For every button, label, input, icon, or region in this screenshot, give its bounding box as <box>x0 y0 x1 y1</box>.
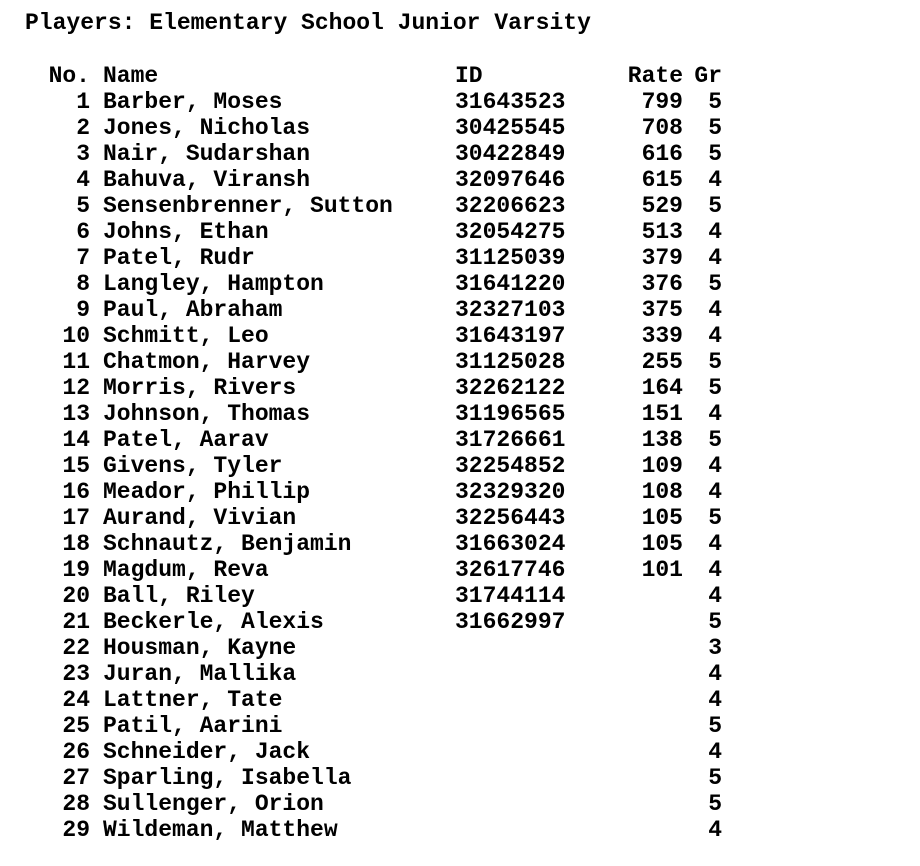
player-number: 15 <box>62 453 90 479</box>
player-name: Aurand, Vivian <box>103 505 297 531</box>
player-rate: 708 <box>641 115 683 141</box>
player-id: 31726661 <box>455 427 566 453</box>
player-number: 19 <box>62 557 90 583</box>
player-grade: 4 <box>708 557 722 583</box>
table-header-row <box>0 63 920 89</box>
player-id: 31744114 <box>455 583 566 609</box>
player-id: 32329320 <box>455 479 566 505</box>
player-name: Langley, Hampton <box>103 271 324 297</box>
player-number: 23 <box>62 661 90 687</box>
player-number: 25 <box>62 713 90 739</box>
table-row <box>0 453 920 479</box>
table-row <box>0 323 920 349</box>
header-no: No. <box>48 63 90 89</box>
player-id: 32254852 <box>455 453 566 479</box>
player-id: 32054275 <box>455 219 566 245</box>
table-row <box>0 687 920 713</box>
player-number: 13 <box>62 401 90 427</box>
player-number: 11 <box>62 349 90 375</box>
player-number: 10 <box>62 323 90 349</box>
player-grade: 5 <box>708 271 722 297</box>
table-row <box>0 271 920 297</box>
player-rate: 151 <box>641 401 683 427</box>
player-name: Jones, Nicholas <box>103 115 311 141</box>
player-name: Meador, Phillip <box>103 479 311 505</box>
player-number: 3 <box>76 141 90 167</box>
player-number: 29 <box>62 817 90 843</box>
table-row <box>0 115 920 141</box>
table-row <box>0 817 920 843</box>
player-name: Chatmon, Harvey <box>103 349 311 375</box>
header-id: ID <box>455 63 483 89</box>
player-number: 9 <box>76 297 90 323</box>
table-row <box>0 557 920 583</box>
player-grade: 5 <box>708 791 722 817</box>
player-number: 17 <box>62 505 90 531</box>
player-name: Paul, Abraham <box>103 297 283 323</box>
player-number: 28 <box>62 791 90 817</box>
player-id: 31643523 <box>455 89 566 115</box>
player-number: 20 <box>62 583 90 609</box>
player-id: 30422849 <box>455 141 566 167</box>
player-rate: 615 <box>641 167 683 193</box>
player-name: Magdum, Reva <box>103 557 269 583</box>
player-number: 22 <box>62 635 90 661</box>
player-number: 24 <box>62 687 90 713</box>
table-row <box>0 635 920 661</box>
table-row <box>0 661 920 687</box>
player-number: 12 <box>62 375 90 401</box>
player-grade: 4 <box>708 739 722 765</box>
table-row <box>0 167 920 193</box>
player-name: Sullenger, Orion <box>103 791 324 817</box>
player-number: 26 <box>62 739 90 765</box>
player-grade: 5 <box>708 713 722 739</box>
table-row <box>0 375 920 401</box>
player-name: Patel, Rudr <box>103 245 255 271</box>
player-grade: 4 <box>708 661 722 687</box>
player-number: 18 <box>62 531 90 557</box>
player-number: 14 <box>62 427 90 453</box>
player-rate: 164 <box>641 375 683 401</box>
player-rate: 105 <box>641 505 683 531</box>
player-id: 32097646 <box>455 167 566 193</box>
player-rate: 255 <box>641 349 683 375</box>
player-name: Barber, Moses <box>103 89 283 115</box>
player-name: Sensenbrenner, Sutton <box>103 193 393 219</box>
player-name: Beckerle, Alexis <box>103 609 324 635</box>
table-row <box>0 791 920 817</box>
player-grade: 4 <box>708 245 722 271</box>
table-row <box>0 609 920 635</box>
player-name: Patil, Aarini <box>103 713 283 739</box>
player-rate: 375 <box>641 297 683 323</box>
player-grade: 5 <box>708 427 722 453</box>
player-rate: 529 <box>641 193 683 219</box>
player-name: Schnautz, Benjamin <box>103 531 352 557</box>
player-rate: 616 <box>641 141 683 167</box>
player-grade: 4 <box>708 219 722 245</box>
player-rate: 105 <box>641 531 683 557</box>
players-table <box>0 63 920 843</box>
player-grade: 5 <box>708 193 722 219</box>
player-grade: 4 <box>708 297 722 323</box>
header-gr: Gr <box>694 63 722 89</box>
player-name: Johns, Ethan <box>103 219 269 245</box>
player-grade: 5 <box>708 89 722 115</box>
player-grade: 5 <box>708 609 722 635</box>
player-id: 31663024 <box>455 531 566 557</box>
player-name: Patel, Aarav <box>103 427 269 453</box>
player-name: Wildeman, Matthew <box>103 817 338 843</box>
player-rate: 109 <box>641 453 683 479</box>
player-rate: 108 <box>641 479 683 505</box>
player-id: 31196565 <box>455 401 566 427</box>
player-id: 32262122 <box>455 375 566 401</box>
player-grade: 4 <box>708 583 722 609</box>
table-row <box>0 401 920 427</box>
player-name: Bahuva, Viransh <box>103 167 311 193</box>
player-name: Schneider, Jack <box>103 739 311 765</box>
player-number: 16 <box>62 479 90 505</box>
player-rate: 101 <box>641 557 683 583</box>
table-row <box>0 765 920 791</box>
player-grade: 5 <box>708 765 722 791</box>
table-row <box>0 427 920 453</box>
page-title: Players: Elementary School Junior Varsity <box>25 10 591 36</box>
player-number: 1 <box>76 89 90 115</box>
header-name: Name <box>103 63 159 89</box>
table-row <box>0 531 920 557</box>
table-row <box>0 219 920 245</box>
player-rate: 376 <box>641 271 683 297</box>
player-number: 7 <box>76 245 90 271</box>
player-grade: 4 <box>708 323 722 349</box>
player-rate: 379 <box>641 245 683 271</box>
player-grade: 4 <box>708 687 722 713</box>
player-number: 2 <box>76 115 90 141</box>
player-number: 6 <box>76 219 90 245</box>
table-row <box>0 479 920 505</box>
table-row <box>0 245 920 271</box>
player-grade: 4 <box>708 401 722 427</box>
table-row <box>0 713 920 739</box>
player-id: 31125028 <box>455 349 566 375</box>
player-rate: 339 <box>641 323 683 349</box>
player-number: 4 <box>76 167 90 193</box>
player-id: 30425545 <box>455 115 566 141</box>
player-id: 32617746 <box>455 557 566 583</box>
player-id: 32327103 <box>455 297 566 323</box>
player-rate: 513 <box>641 219 683 245</box>
player-name: Morris, Rivers <box>103 375 297 401</box>
table-row <box>0 739 920 765</box>
header-rate: Rate <box>627 63 683 89</box>
player-name: Lattner, Tate <box>103 687 283 713</box>
player-grade: 5 <box>708 141 722 167</box>
player-grade: 4 <box>708 817 722 843</box>
player-name: Housman, Kayne <box>103 635 297 661</box>
player-name: Schmitt, Leo <box>103 323 269 349</box>
player-id: 32206623 <box>455 193 566 219</box>
player-name: Nair, Sudarshan <box>103 141 311 167</box>
player-id: 31643197 <box>455 323 566 349</box>
player-number: 5 <box>76 193 90 219</box>
player-grade: 4 <box>708 531 722 557</box>
table-row <box>0 297 920 323</box>
player-grade: 5 <box>708 505 722 531</box>
player-id: 32256443 <box>455 505 566 531</box>
player-rate: 138 <box>641 427 683 453</box>
player-grade: 3 <box>708 635 722 661</box>
player-rate: 799 <box>641 89 683 115</box>
player-grade: 4 <box>708 453 722 479</box>
table-row <box>0 505 920 531</box>
player-name: Sparling, Isabella <box>103 765 352 791</box>
player-grade: 5 <box>708 349 722 375</box>
player-name: Givens, Tyler <box>103 453 283 479</box>
table-row <box>0 349 920 375</box>
player-grade: 4 <box>708 167 722 193</box>
player-name: Johnson, Thomas <box>103 401 311 427</box>
table-row <box>0 193 920 219</box>
player-grade: 4 <box>708 479 722 505</box>
player-id: 31125039 <box>455 245 566 271</box>
player-grade: 5 <box>708 115 722 141</box>
player-name: Juran, Mallika <box>103 661 297 687</box>
player-name: Ball, Riley <box>103 583 255 609</box>
player-id: 31641220 <box>455 271 566 297</box>
player-id: 31662997 <box>455 609 566 635</box>
table-row <box>0 89 920 115</box>
player-grade: 5 <box>708 375 722 401</box>
table-row <box>0 583 920 609</box>
player-number: 8 <box>76 271 90 297</box>
table-row <box>0 141 920 167</box>
player-number: 27 <box>62 765 90 791</box>
player-number: 21 <box>62 609 90 635</box>
